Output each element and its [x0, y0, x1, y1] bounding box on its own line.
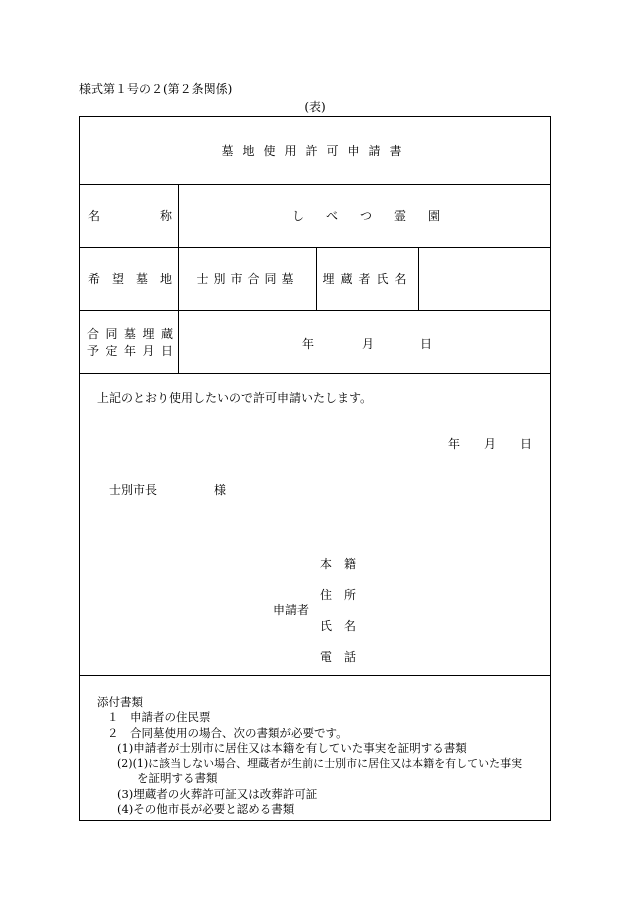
label-char: 定: [105, 343, 118, 358]
desired-grave-label: [88, 247, 172, 310]
attachment-item: １ 申請者の住民票: [107, 710, 211, 725]
address-field[interactable]: 住所: [320, 588, 369, 602]
form-title-cell: [80, 117, 552, 184]
application-month-unit: 月: [484, 437, 497, 451]
label-char: 墓: [135, 272, 148, 286]
attachments-heading: 添付書類: [97, 695, 143, 709]
label-line-2: [87, 342, 173, 359]
applicant-label: 申請者: [273, 603, 310, 617]
row-divider: [80, 373, 550, 374]
label-char: 地: [159, 272, 172, 286]
form-title: 墓地使用許可申請書: [221, 144, 411, 158]
label-char: 蔵: [160, 326, 173, 341]
form-number: 様式第１号の２(第２条関係): [79, 82, 233, 96]
grave-type: 士別市合同墓: [196, 272, 299, 286]
value-char: べ: [325, 209, 338, 223]
value-char: 園: [427, 209, 440, 223]
planned-burial-date-label: [86, 310, 174, 373]
label-char: 予: [87, 343, 100, 358]
attachment-sub-item: (3)埋蔵者の火葬許可証又は改葬許可証: [117, 786, 318, 801]
attachment-sub-item-continuation: を証明する書類: [137, 771, 218, 786]
addressee-name: 士別市長: [109, 483, 158, 497]
application-day-unit: 日: [520, 437, 533, 451]
desired-grave-value: [179, 247, 316, 310]
attachment-sub-item: (4)その他市長が必要と認める書類: [117, 802, 295, 817]
burial-year-unit: 年: [302, 337, 315, 351]
attachments-section: [97, 695, 522, 817]
label-char: 月: [142, 343, 155, 358]
label-char: 埋: [142, 326, 155, 341]
addressee-honorific: 様: [214, 483, 227, 497]
value-char: し: [292, 209, 305, 223]
label-char: 年: [123, 343, 136, 358]
side-label: (表): [304, 100, 326, 114]
label-char: 名: [88, 209, 101, 223]
burial-month-unit: 月: [362, 337, 375, 351]
label-char: 希: [88, 272, 101, 286]
label-char: 合: [87, 326, 100, 341]
applicant-name-field[interactable]: 氏名: [320, 619, 369, 633]
buried-person-label: [317, 247, 418, 310]
application-form: [79, 116, 551, 821]
attachment-sub-item: (2)(1)に該当しない場合、埋蔵者が生前に士別市に居住又は本籍を有していた事実: [117, 757, 523, 771]
label-line-1: [87, 325, 173, 342]
label-char: 望: [111, 272, 124, 286]
cemetery-name-value: [292, 184, 440, 247]
label-char: 称: [159, 209, 172, 223]
label-char: 墓: [123, 326, 136, 341]
name-label: [88, 184, 172, 247]
buried-person-name-field[interactable]: [419, 247, 551, 310]
phone-field[interactable]: 電話: [320, 650, 369, 664]
value-char: 霊: [393, 209, 406, 223]
value-char: つ: [359, 209, 372, 223]
application-statement: 上記のとおり使用したいので許可申請いたします。: [97, 391, 373, 405]
application-year-unit: 年: [448, 437, 461, 451]
row-divider: [80, 675, 550, 676]
label-char: 日: [160, 343, 173, 358]
attachment-sub-item: (1)申請者が士別市に居住又は本籍を有していた事実を証明する書類: [117, 740, 467, 755]
buried-person-label-text: 埋蔵者氏名: [322, 272, 413, 286]
registered-domicile-field[interactable]: 本籍: [320, 557, 369, 571]
label-char: 同: [105, 326, 118, 341]
attachment-item: ２ 合同墓使用の場合、次の書類が必要です。: [107, 725, 348, 740]
burial-day-unit: 日: [420, 337, 433, 351]
